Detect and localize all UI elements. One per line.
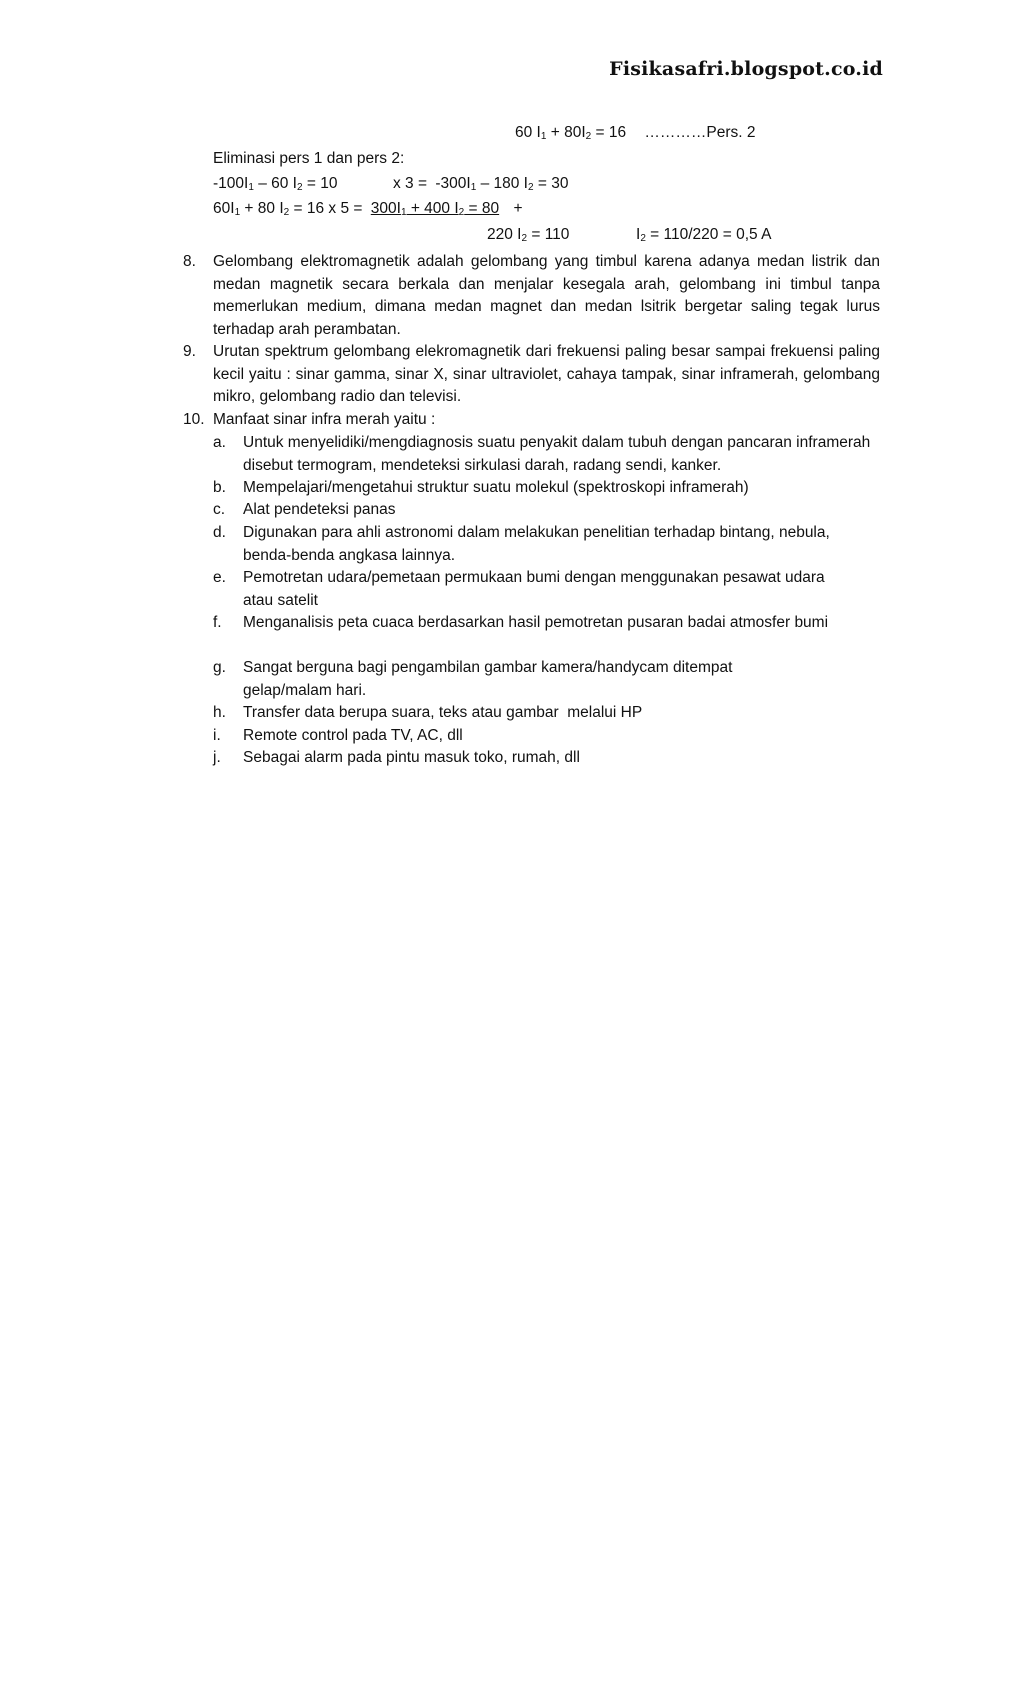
subitem-text: Transfer data berupa suara, teks atau gambar melalui HP <box>243 704 643 721</box>
subitem-letter: f. <box>213 614 222 631</box>
subitem-letter: b. <box>213 479 226 496</box>
eq-term: = 110/220 = 0,5 A <box>645 226 772 243</box>
eq-term: I <box>636 226 641 243</box>
subscript: 1 <box>470 182 477 193</box>
item-number: 8. <box>183 253 196 270</box>
eq-term: 60I <box>213 200 235 217</box>
subscript: 2 <box>521 233 528 244</box>
subitem-letter: g. <box>213 659 226 676</box>
subitem-letter: j. <box>213 749 221 766</box>
equation-pers2 <box>515 122 756 144</box>
eq-term: x 3 = <box>393 175 428 192</box>
subitem-text: Menganalisis peta cuaca berdasarkan hasil pemotretan pusaran badai atmosfer bumi <box>243 614 829 631</box>
subitem-letter: d. <box>213 524 226 541</box>
eq-term: 60 I <box>515 124 541 141</box>
item-text: Urutan spektrum gelombang elekromagnetik dari frekuensi paling besar sampai frekuensi paling kecil yaitu : sinar gamma, sinar X, sinar ultraviolet, cahaya tampak, sinar inframerah, gelombang mikro, gelombang radio dan televisi. <box>213 343 880 405</box>
subitem-letter: a. <box>213 434 226 451</box>
subscript: 2 <box>585 131 592 142</box>
subitem-text: Pemotretan udara/pemetaan permukaan bumi dengan menggunakan pesawat udara atau satelit <box>243 569 825 609</box>
eq-term: -300I <box>435 175 471 192</box>
eq-term: 220 I <box>487 226 522 243</box>
subitem-letter: i. <box>213 727 221 744</box>
subscript: 2 <box>527 182 534 193</box>
subitem-text: Alat pendeteksi panas <box>243 501 396 518</box>
subscript: 1 <box>248 182 254 193</box>
subscript: 1 <box>400 207 407 218</box>
equation-line-1 <box>213 173 337 195</box>
item-text: Manfaat sinar infra merah yaitu : <box>213 411 436 428</box>
equation-line-1-mult <box>393 173 568 195</box>
eq-term: = 80 <box>464 200 500 217</box>
subitem-text: Remote control pada TV, AC, dll <box>243 727 463 744</box>
subitem-letter: e. <box>213 569 226 586</box>
underlined-equation <box>371 200 499 217</box>
subitem-text: Untuk menyelidiki/mengdiagnosis suatu penyakit dalam tubuh dengan pancaran inframerah disebut termogram, mendeteksi sirkulasi darah, radang sendi, kanker. <box>243 434 871 474</box>
eq-term: 300I <box>370 200 401 217</box>
subitem-text: Mempelajari/mengetahui struktur suatu molekul (spektroskopi inframerah) <box>243 479 749 496</box>
subscript: 1 <box>234 207 241 218</box>
subscript: 1 <box>540 131 547 142</box>
eq-term: + 400 I <box>406 200 459 217</box>
eq-term: – 180 I <box>476 175 528 192</box>
site-header: Fisikasafri.blogspot.co.id <box>609 58 883 80</box>
item-number: 10. <box>183 411 205 428</box>
item-text: Gelombang elektromagnetik adalah gelombang yang timbul karena adanya medan listrik dan medan magnetik secara berkala dan menjalar kesegala arah, gelombang ini timbul tanpa memerlukan medium, dimana medan magnet dan medan lsitrik bergetar saling tegak lurus terhadap arah perambatan. <box>213 253 880 338</box>
eq-term: = 16 x 5 = <box>289 200 363 217</box>
eq-term: – 60 I <box>253 175 297 192</box>
item-number: 9. <box>183 343 196 360</box>
subscript: 2 <box>297 182 303 193</box>
subscript: 2 <box>283 207 290 218</box>
equation-line-2 <box>213 198 523 220</box>
subitem-letter: c. <box>213 501 226 518</box>
subitem-text: Sebagai alarm pada pintu masuk toko, rumah, dll <box>243 749 580 766</box>
eq-term: + 80 I <box>240 200 284 217</box>
subscript: 2 <box>640 233 646 244</box>
eq-label: …………Pers. 2 <box>644 124 756 141</box>
subitem-text: Sangat berguna bagi pengambilan gambar kamera/handycam ditempat gelap/malam hari. <box>243 659 733 699</box>
eq-term: -100I <box>213 175 249 192</box>
eq-term: = 10 <box>302 175 338 192</box>
subitem-text: Digunakan para ahli astronomi dalam melakukan penelitian terhadap bintang, nebula, benda-benda angkasa lainnya. <box>243 524 830 564</box>
eq-term: = 16 <box>591 124 627 141</box>
eq-term: + 80I <box>546 124 586 141</box>
subscript: 2 <box>458 207 465 218</box>
eq-term: = 30 <box>533 175 569 192</box>
elimination-title: Eliminasi pers 1 dan pers 2: <box>213 150 405 167</box>
equation-result <box>636 224 771 246</box>
subitem-letter: h. <box>213 704 226 721</box>
equation-sum <box>487 224 569 246</box>
eq-term: = 110 <box>527 226 570 243</box>
plus-sign: + <box>513 200 523 217</box>
